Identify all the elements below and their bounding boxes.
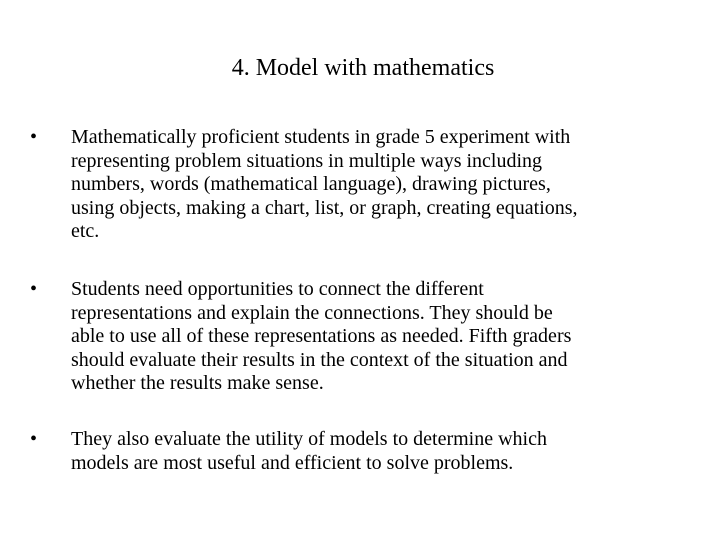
bullet-text-2: Students need opportunities to connect the different representations and explain the connections. They should be able to use all of these representations as needed. Fifth graders should evaluate their results in the context of the situation and whether the results make sense. [71, 278, 572, 394]
bullet-marker: • [30, 126, 38, 148]
bullet-marker: • [30, 428, 38, 450]
bullet-marker: • [30, 278, 38, 300]
bullet-text-1: Mathematically proficient students in grade 5 experiment with representing problem situations in multiple ways including numbers, words (mathematical language), drawing pictures, using objects, making a chart, list, or graph, creating equations, etc. [71, 126, 578, 242]
slide-title: 4. Model with mathematics [231, 55, 495, 81]
bullet-text-3: They also evaluate the utility of models to determine which models are most useful and efficient to solve problems. [71, 428, 547, 474]
